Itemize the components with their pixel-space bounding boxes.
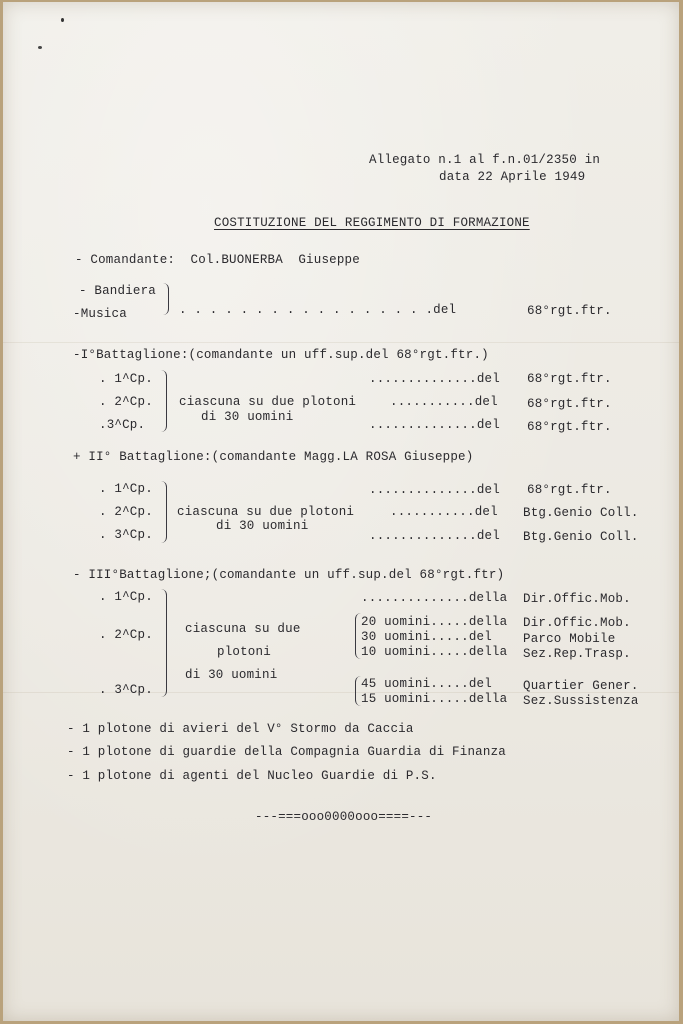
unit-label: 68°rgt.ftr. [527,420,612,434]
unit-label: Quartier Gener. [523,679,639,693]
dot-leader: ..............del [369,483,500,497]
company-description: di 30 uomini [201,410,294,424]
battalion-2-heading: + II° Battaglione:(comandante Magg.LA ROSA Giuseppe) [73,450,474,464]
company-description: ciascuna su due plotoni [177,505,355,519]
unit-label: Dir.Offic.Mob. [523,592,631,606]
extra-platoon-line: - 1 plotone di agenti del Nucleo Guardie di P.S. [67,769,437,783]
company-2: . 2^Cp. [99,395,153,409]
comandante-line: - Comandante: Col.BUONERBA Giuseppe [75,253,360,267]
company-description: di 30 uomini [185,668,278,682]
brace [161,283,169,315]
allocation-line: 15 uomini.....della [361,692,508,706]
closing-rule: ---===ooo0000ooo====--- [255,810,433,824]
battalion-3-heading: - III°Battaglione;(comandante un uff.sup.del 68°rgt.ftr) [73,568,505,582]
header-line-2: data 22 Aprile 1949 [439,170,586,184]
bandiera-label: - Bandiera [79,284,157,298]
paper-crease [3,342,679,343]
dot-leader: ..............del [369,418,500,432]
company-3: . 3^Cp. [99,683,153,697]
punch-mark [38,46,42,49]
unit-label: Parco Mobile [523,632,616,646]
unit-label: 68°rgt.ftr. [527,483,612,497]
bandiera-unit: 68°rgt.ftr. [527,304,612,318]
company-description: ciascuna su due plotoni [179,395,357,409]
company-1: . 1^Cp. [99,482,153,496]
unit-label: 68°rgt.ftr. [527,372,612,386]
unit-label: Sez.Sussistenza [523,694,639,708]
unit-label: Sez.Rep.Trasp. [523,647,631,661]
page-title: COSTITUZIONE DEL REGGIMENTO DI FORMAZIONE [214,216,530,230]
company-description: plotoni [217,645,271,659]
dot-leader: ...........del [390,395,498,409]
company-3: .3^Cp. [99,418,146,432]
company-1: . 1^Cp. [99,590,153,604]
company-2: . 2^Cp. [99,628,153,642]
dot-leader: ..............del [369,529,500,543]
dot-leader: ...........del [390,505,498,519]
allocation-line: 20 uomini.....della [361,615,508,629]
unit-label: Btg.Genio Coll. [523,530,639,544]
bandiera-dots: . . . . . . . . . . . . . . . . .del [179,303,457,317]
company-2: . 2^Cp. [99,505,153,519]
company-1: . 1^Cp. [99,372,153,386]
company-3: . 3^Cp. [99,528,153,542]
unit-label: Dir.Offic.Mob. [523,616,631,630]
brace [159,481,167,543]
company-description: di 30 uomini [216,519,309,533]
allocation-line: 30 uomini.....del [361,630,492,644]
brace [159,589,167,697]
dot-leader: ..............della [361,591,508,605]
extra-platoon-line: - 1 plotone di avieri del V° Stormo da Caccia [67,722,414,736]
punch-mark [61,18,64,22]
document-page [3,2,679,1021]
battalion-1-heading: -I°Battaglione:(comandante un uff.sup.del 68°rgt.ftr.) [73,348,489,362]
allocation-line: 10 uomini.....della [361,645,508,659]
dot-leader: ..............del [369,372,500,386]
header-line-1: Allegato n.1 al f.n.01/2350 in [369,153,601,167]
company-description: ciascuna su due [185,622,301,636]
unit-label: Btg.Genio Coll. [523,506,639,520]
musica-label: -Musica [73,307,127,321]
brace [159,370,167,432]
unit-label: 68°rgt.ftr. [527,397,612,411]
allocation-line: 45 uomini.....del [361,677,492,691]
extra-platoon-line: - 1 plotone di guardie della Compagnia Guardia di Finanza [67,745,506,759]
